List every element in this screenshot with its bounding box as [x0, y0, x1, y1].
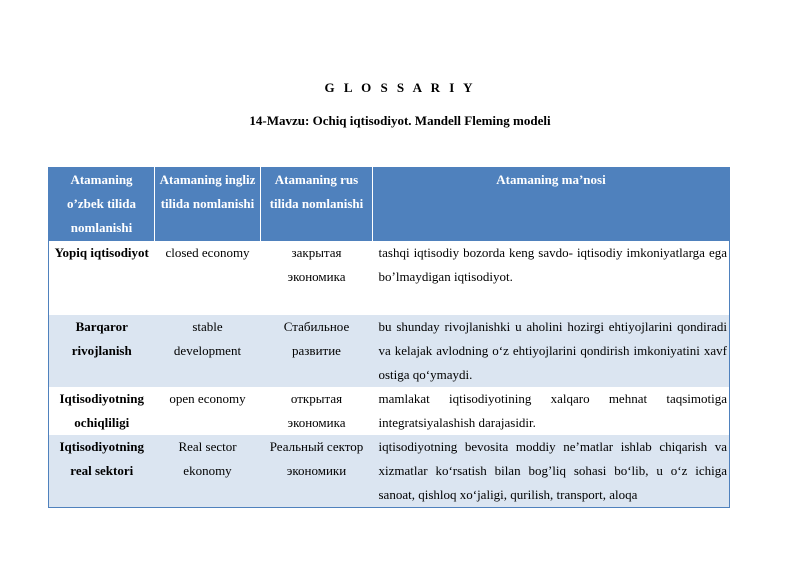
- term-meaning: bu shunday rivojlanishki u aholini hozirgi ehtiyojlarini qondiradi va kelajak avlodning o‘z ehtiyojlarini qondirish imkoniyatini xavf ostiga qo‘ymaydi.: [373, 315, 730, 387]
- header-meaning: Atamaning ma’nosi: [373, 168, 730, 241]
- topic-subtitle: 14-Mavzu: Ochiq iqtisodiyot. Mandell Fleming modeli: [249, 113, 551, 128]
- table-row: [49, 315, 730, 387]
- term-english: stable development: [155, 315, 261, 387]
- term-english: open economy: [155, 387, 261, 435]
- term-meaning: iqtisodiyotning bevosita moddiy ne’matlar ishlab chiqarish va xizmatlar ko‘rsatish bilan bog’liq sohasi bo‘lib, u o‘z ichiga sanoat, qishloq xo‘jaligi, qurilish, transport, aloqa: [373, 435, 730, 508]
- term-russian: открытая экономика: [261, 387, 373, 435]
- term-russian: Стабильное развитие: [261, 315, 373, 387]
- term-uzbek: Iqtisodiyotning real sektori: [49, 435, 155, 508]
- glossary-table: [48, 167, 730, 508]
- term-russian: закрытая экономика: [261, 241, 373, 315]
- header-russian: Atamaning rus tilida nomlanishi: [261, 168, 373, 241]
- term-meaning: mamlakat iqtisodiyotining xalqaro mehnat taqsimotiga integratsiyalashish darajasidir.: [373, 387, 730, 435]
- term-meaning: tashqi iqtisodiy bozorda keng savdo- iqtisodiy imkoniyatlarga ega bo’lmaydigan iqtisodiyot.: [373, 241, 730, 315]
- term-english: closed economy: [155, 241, 261, 315]
- table-row: [49, 241, 730, 315]
- header-english: Atamaning ingliz tilida nomlanishi: [155, 168, 261, 241]
- glossary-title: G L O S S A R I Y: [324, 80, 476, 95]
- table-row: [49, 435, 730, 508]
- term-russian: Реальный сектор экономики: [261, 435, 373, 508]
- term-uzbek: Barqaror rivojlanish: [49, 315, 155, 387]
- header-uzbek: Atamaning o’zbek tilida nomlanishi: [49, 168, 155, 241]
- term-uzbek: Iqtisodiyotning ochiqliligi: [49, 387, 155, 435]
- table-header: [49, 168, 730, 241]
- term-uzbek: Yopiq iqtisodiyot: [49, 241, 155, 315]
- table-row: [49, 387, 730, 435]
- term-english: Real sector ekonomy: [155, 435, 261, 508]
